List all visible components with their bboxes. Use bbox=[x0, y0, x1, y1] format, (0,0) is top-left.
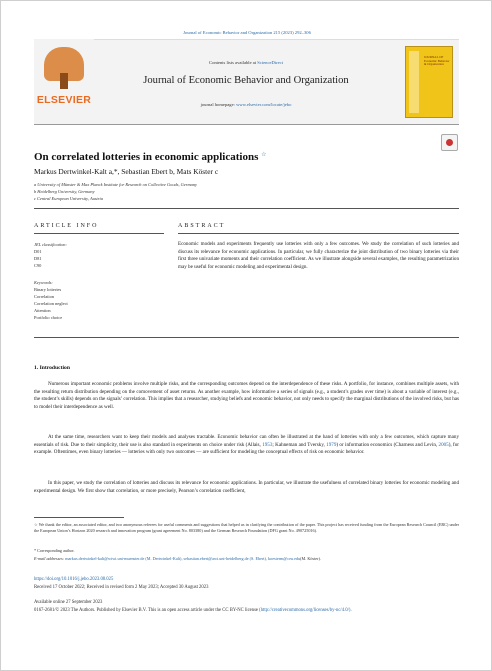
affiliation-c: c Central European University, Austria bbox=[34, 196, 103, 201]
p2-text: ; Kahneman and Tversky, bbox=[272, 441, 327, 448]
journal-title: Journal of Economic Behavior and Organization bbox=[143, 75, 349, 86]
article-info-rule bbox=[34, 233, 164, 234]
email-addresses bbox=[34, 556, 459, 562]
cover-stripe bbox=[409, 51, 419, 113]
email-suffix: (M. Köster). bbox=[300, 556, 321, 561]
title-footnote-mark[interactable]: ☆ bbox=[261, 152, 267, 158]
article-title bbox=[34, 151, 434, 163]
sciencedirect-link[interactable]: ScienceDirect bbox=[257, 60, 283, 65]
section-divider bbox=[34, 208, 459, 209]
footnote-rule bbox=[34, 517, 124, 518]
jel-label: JEL classification: bbox=[34, 242, 67, 247]
check-for-updates-icon[interactable] bbox=[441, 134, 458, 151]
intro-paragraph-2 bbox=[34, 434, 459, 457]
keyword: Portfolio choice bbox=[34, 315, 63, 320]
article-title-text: On correlated lotteries in economic applications bbox=[34, 151, 259, 163]
keyword: Binary lotteries bbox=[34, 287, 62, 292]
p2-text: ) or information economics (Charness and Levin, bbox=[336, 441, 439, 448]
keywords-label: Keywords: bbox=[34, 280, 53, 285]
available-online: Available online 27 September 2023 bbox=[34, 600, 103, 605]
jel-code: C90 bbox=[34, 263, 42, 268]
abstract-heading: ABSTRACT bbox=[178, 223, 226, 229]
keyword: Correlation neglect bbox=[34, 301, 68, 306]
jel-code: D01 bbox=[34, 249, 42, 254]
journal-citation-link[interactable]: Journal of Economic Behavior and Organization 215 (2023) 292–306 bbox=[183, 30, 311, 35]
abstract-bottom-rule bbox=[34, 337, 459, 338]
abstract-text: Economic models and experiments frequently use lotteries with only a few outcomes. We study the correlation of such lotteries and discuss its relevance for economic applications. In particular, we fully characterize the joint distribution of two binary lotteries via their first three univariate moments and their correlation coefficient. As we illustrate alongside several examples, the resulting parametrization may be useful for economic modeling and experimental design. bbox=[178, 241, 459, 270]
affiliation-b: b Heidelberg University, Germany bbox=[34, 189, 95, 194]
corresponding-author-note: * Corresponding author. bbox=[34, 548, 75, 553]
intro-paragraph-1: Numerous important economic problems involve multiple risks, and the corresponding outcomes depend on the interdependence of these risks. A portfolio, for instance, combines multiple assets, with the resulting return distribution depending on the comovement of asset returns. As another example, how informative a series of signals (e.g., a student’s grades over time) is about a variable of interest (e.g., the student’s skills) depends on the signals’ correlation. This implies that a researcher, studying beliefs and economic behavior, not only needs to specify the marginal distributions of the involved risks, but has to model their interdependence as well. bbox=[34, 381, 459, 410]
acknowledgement-footnote: ☆ We thank the editor, an associated editor, and two anonymous referees for useful comments and suggestions that helped us in clarifying the contribution of the paper. This project has received funding from the European Research Council (ERC) under the European Union’s Horizon 2020 research and innovation program (grant agreement No. 803380) and the German Research Foundation (DFG grant No. 490725016). bbox=[34, 522, 459, 533]
received-dates: Received 17 October 2022; Received in revised form 2 May 2023; Accepted 30 August 2023 bbox=[34, 585, 209, 590]
intro-paragraph-3: In this paper, we study the correlation of lotteries and discuss its relevance for economic applications. In particular, we illustrate the usefulness of correlated binary lotteries for economic modeling and experimental design. We first show that correlation, or more precisely, Pearson’s correlation coefficient, bbox=[34, 480, 459, 494]
check-for-updates-dot bbox=[446, 139, 453, 146]
contents-prefix: Contents lists available at bbox=[209, 60, 258, 65]
copyright-line bbox=[34, 607, 459, 614]
author-list[interactable]: Markus Dertwinkel-Kalt a,*, Sebastian Ebert b, Mats Köster c bbox=[34, 167, 219, 176]
affiliation-a: a University of Münster & Max Planck Institute for Research on Collective Goods, Germany bbox=[34, 182, 197, 187]
elsevier-logo[interactable] bbox=[34, 39, 94, 123]
p2-text: ), for example. Oftentimes, even binary lotteries — lotteries with only two outcomes — are sufficient for modeling the conceptual effects of risk on economic behavior. bbox=[34, 441, 459, 456]
email-links[interactable]: markus.dertwinkel-kalt@wiwi.uni-muenster.de (M. Dertwinkel-Kalt), sebastian.ebert@awi.uni-heidelberg.de (S. Ebert), koesterm@ceu.edu bbox=[65, 556, 301, 561]
citation-charness[interactable]: 2005 bbox=[438, 441, 449, 448]
homepage-prefix: journal homepage: bbox=[200, 102, 237, 107]
journal-homepage-link[interactable]: www.elsevier.com/locate/jebo bbox=[236, 102, 292, 107]
introduction-heading: 1. Introduction bbox=[34, 365, 70, 371]
doi-link bbox=[34, 576, 459, 583]
copyright-text: 0167-2681/© 2023 The Authors. Published by Elsevier B.V. This is an open access article under the CC BY-NC license bbox=[34, 608, 258, 613]
p2-text: At the same time, researchers want to keep their models and analyses tractable. Economic behavior can often be illustrated at the hand of lotteries with only a few outcomes, which capture many essentials of risk. Due to their simplicity, their use is also standard in experiments on choice under risk (Allais, bbox=[34, 434, 459, 448]
elsevier-wordmark: ELSEVIER bbox=[36, 94, 92, 106]
citation-allais[interactable]: 1953 bbox=[262, 441, 273, 448]
contents-available-line bbox=[101, 60, 391, 65]
journal-homepage-line bbox=[101, 102, 391, 107]
abstract-rule bbox=[178, 233, 459, 234]
doi-url[interactable]: https://doi.org/10.1016/j.jebo.2023.08.025 bbox=[34, 577, 114, 582]
article-info-heading: ARTICLE INFO bbox=[34, 223, 99, 229]
journal-cover-image[interactable] bbox=[405, 46, 453, 118]
citation-kahneman[interactable]: 1979 bbox=[326, 441, 337, 448]
email-prefix: E-mail addresses: bbox=[34, 556, 66, 561]
cover-title: JOURNAL OF Economic Behavior & Organization bbox=[424, 55, 450, 67]
keyword: Attention bbox=[34, 308, 51, 313]
jel-code: D81 bbox=[34, 256, 42, 261]
elsevier-trunk-icon bbox=[60, 73, 68, 89]
keyword: Correlation bbox=[34, 294, 54, 299]
license-link[interactable]: (http://creativecommons.org/licenses/by-nc/4.0/). bbox=[259, 608, 352, 613]
